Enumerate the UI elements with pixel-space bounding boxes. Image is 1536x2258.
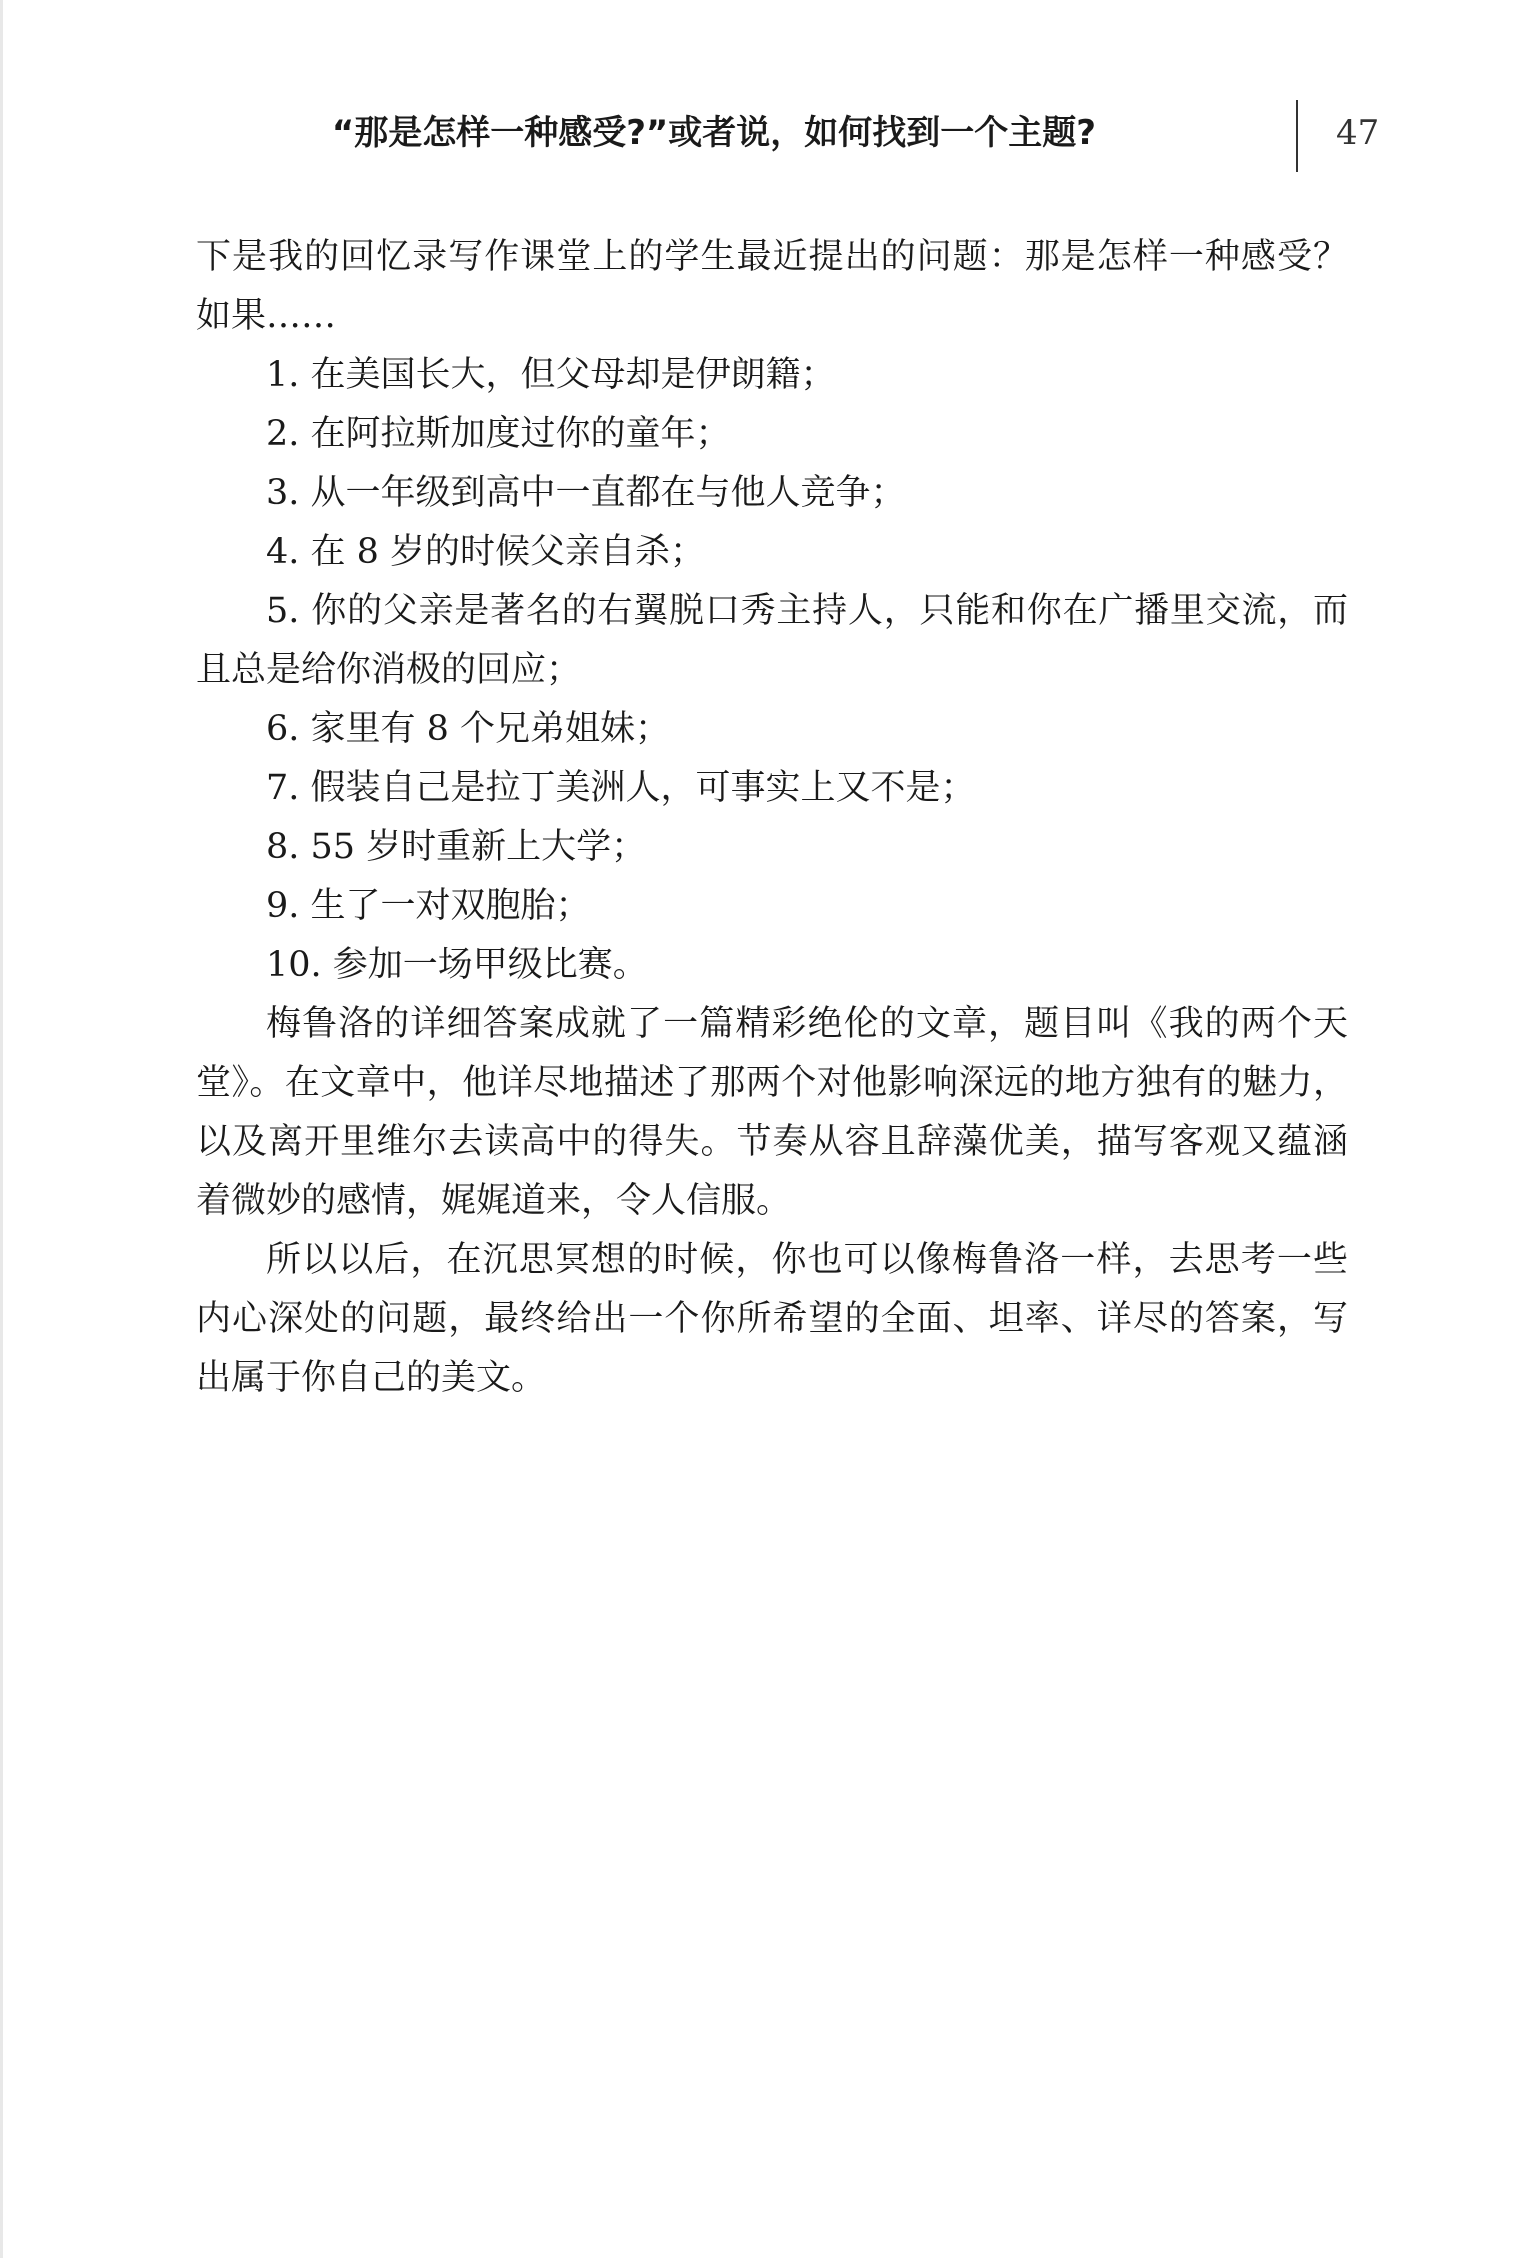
list-item: 2. 在阿拉斯加度过你的童年； [266,414,731,454]
paragraph: 梅鲁洛的详细答案成就了一篇精彩绝伦的文章，题目叫《我的两个天堂》。在文章中，他详尽地描述了那两个对他影响深远的地方独有的魅力，以及离开里维尔去读高中的得失。节奏从容且辞藻优美，描写客观又蕴涵着微妙的感情，娓娓道来，令人信服。 [196,1004,1348,1221]
intro-line: 下是我的回忆录写作课堂上的学生最近提出的问题：那是怎样一种感受？如果…… [196,237,1348,336]
header-divider-rule [1296,100,1298,172]
body-text [196,228,1348,1408]
running-header-title: “那是怎样一种感受?”或者说，如何找到一个主题? [331,113,1096,153]
list-item: 8. 55 岁时重新上大学； [266,827,647,867]
list-item: 1. 在美国长大，但父母却是伊朗籍； [266,355,836,395]
list-item: 9. 生了一对双胞胎； [266,886,591,926]
list-item: 3. 从一年级到高中一直都在与他人竞争； [266,473,906,513]
page-number: 47 [1336,113,1380,153]
paragraph: 所以以后，在沉思冥想的时候，你也可以像梅鲁洛一样，去思考一些内心深处的问题，最终给出一个你所希望的全面、坦率、详尽的答案，写出属于你自己的美文。 [196,1240,1348,1398]
list-item: 5. 你的父亲是著名的右翼脱口秀主持人，只能和你在广播里交流，而且总是给你消极的回应； [196,591,1348,690]
list-item: 4. 在 8 岁的时候父亲自杀； [266,532,706,572]
list-item: 7. 假装自己是拉丁美洲人，可事实上又不是； [266,768,976,808]
list-item: 10. 参加一场甲级比赛。 [266,945,648,985]
list-item: 6. 家里有 8 个兄弟姐妹； [266,709,671,749]
page-edge-shadow [0,0,3,2258]
